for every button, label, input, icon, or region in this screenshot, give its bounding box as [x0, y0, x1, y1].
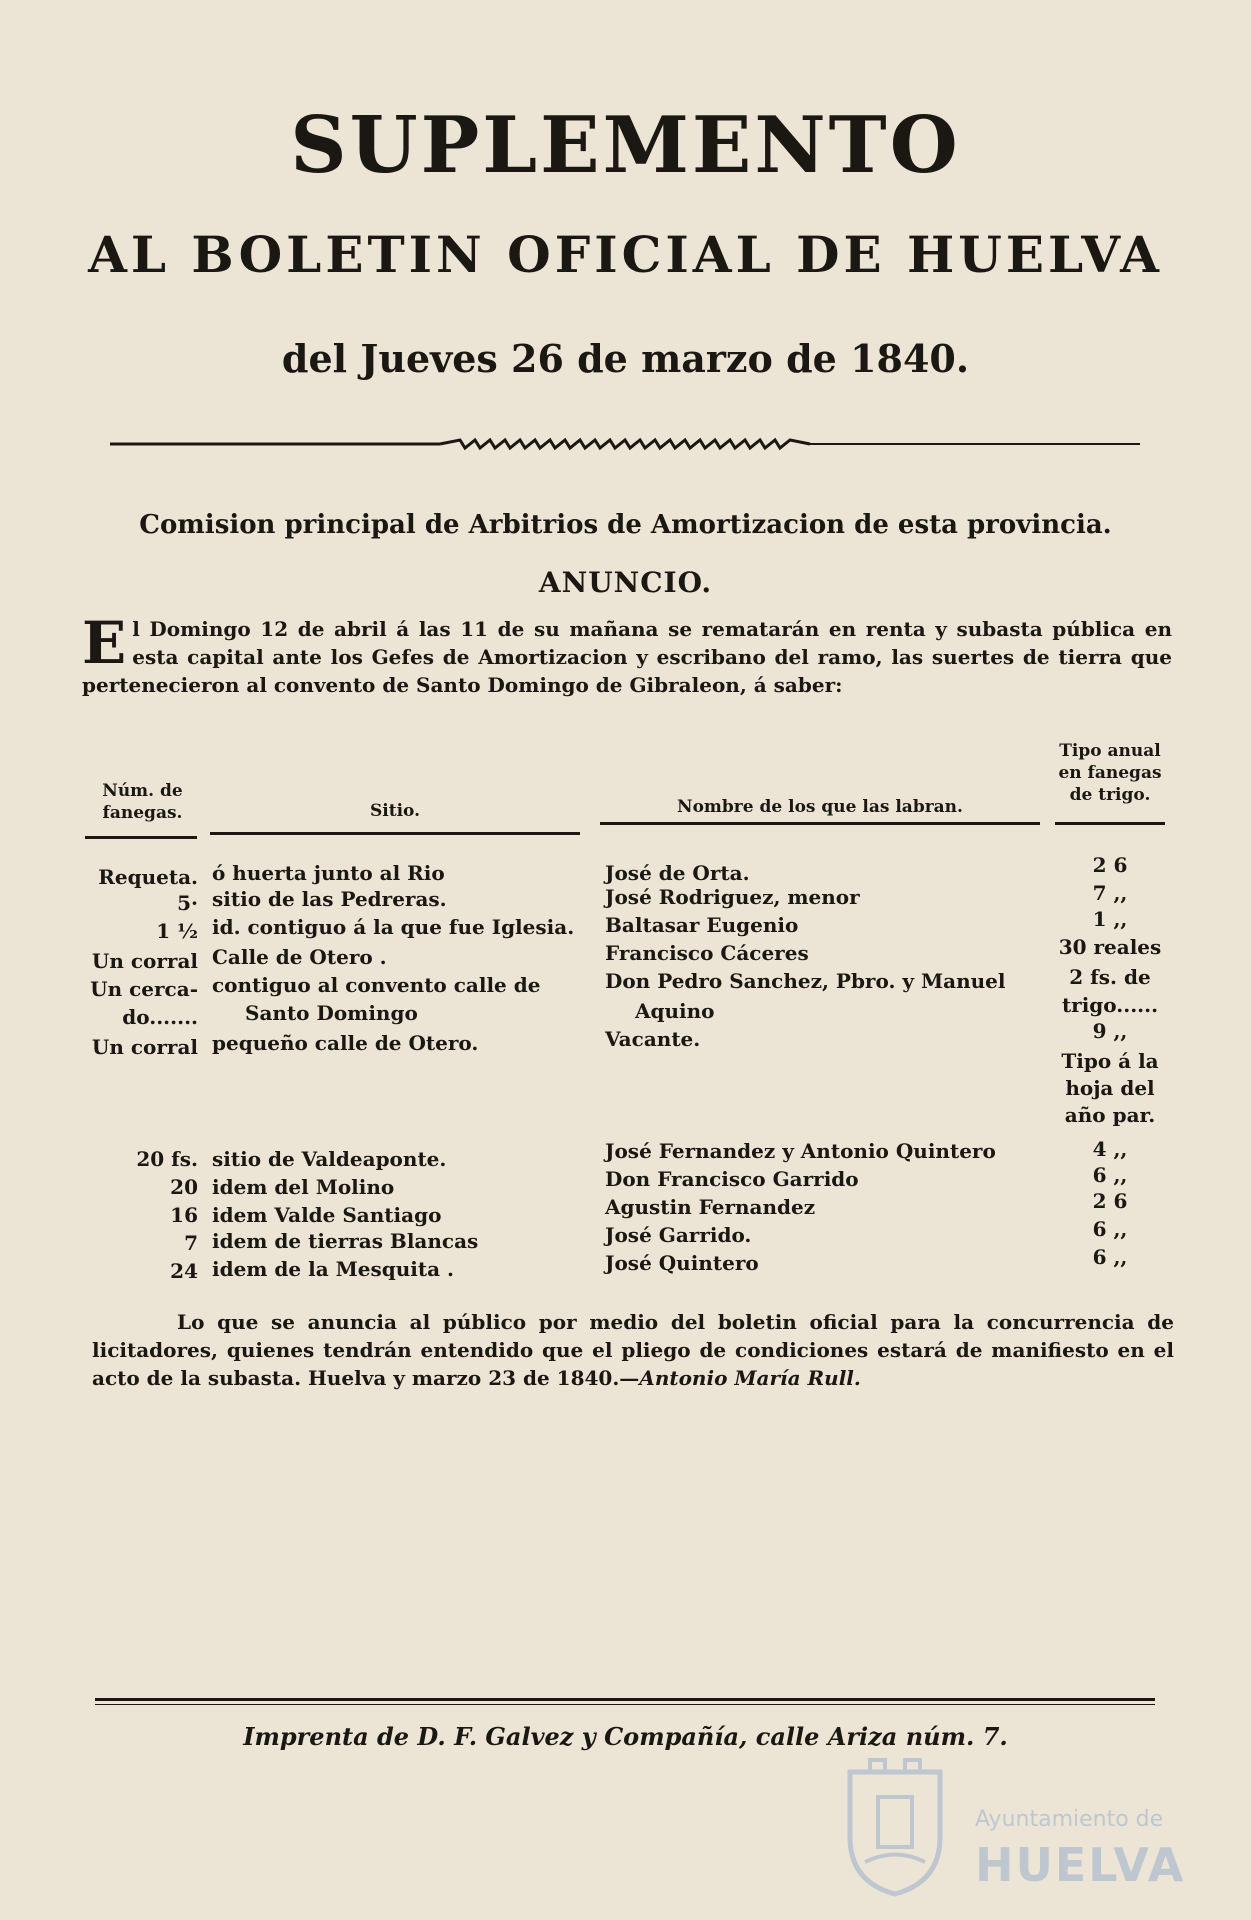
watermark	[840, 1752, 1186, 1902]
cell-fanegas: 1 ½	[156, 919, 198, 943]
cell-nombre: Don Pedro Sanchez, Pbro. y Manuel	[605, 969, 1006, 993]
cell-sitio: ó huerta junto al Rio	[212, 861, 445, 885]
document-subtitle: AL BOLETIN OFICIAL DE HUELVA	[88, 225, 1163, 284]
cell-fanegas: 20	[170, 1175, 198, 1199]
footer-rule	[95, 1698, 1155, 1701]
cell-sitio: sitio de las Pedreras.	[212, 887, 447, 911]
cell-nombre: Vacante.	[605, 1027, 701, 1051]
cell-nombre: José Fernandez y Antonio Quintero	[605, 1139, 996, 1163]
header-fanegas: Núm. de fanegas.	[102, 781, 183, 823]
cell-nombre: José Rodriguez, menor	[605, 885, 860, 909]
cell-nombre: Aquino	[635, 999, 715, 1023]
subheader-line-3: año par.	[1064, 1103, 1156, 1127]
cell-nombre: Baltasar Eugenio	[605, 913, 799, 937]
cell-tipo: 2 6	[1092, 1189, 1128, 1213]
cell-nombre: Don Francisco Garrido	[605, 1167, 859, 1191]
cell-tipo: 7 ,,	[1092, 881, 1128, 905]
cell-fanegas: 20 fs.	[136, 1147, 198, 1171]
cell-fanegas: 24	[170, 1259, 198, 1283]
cell-tipo: 30 reales	[1058, 935, 1162, 959]
cell-sitio: sitio de Valdeaponte.	[212, 1147, 447, 1171]
drop-cap: E	[82, 609, 127, 677]
announcement-title: ANUNCIO.	[538, 566, 713, 599]
document-title: SUPLEMENTO	[290, 100, 961, 191]
ornament-divider-icon	[110, 432, 1140, 456]
cell-sitio: idem de la Mesquita .	[212, 1257, 454, 1281]
cell-tipo: 6 ,,	[1092, 1163, 1128, 1187]
document-date: del Jueves 26 de marzo de 1840.	[281, 336, 970, 381]
header-rule-sitio	[210, 832, 580, 835]
cell-fanegas: Un cerca-	[90, 977, 198, 1001]
signature: Antonio María Rull.	[639, 1366, 861, 1390]
cell-tipo: 6 ,,	[1092, 1245, 1128, 1269]
cell-fanegas: 16	[170, 1203, 198, 1227]
cell-fanegas: Un corral	[91, 949, 198, 973]
header-rule-fanegas	[85, 836, 197, 839]
cell-fanegas: do.......	[122, 1005, 198, 1029]
watermark-line1: Ayuntamiento de	[975, 1807, 1164, 1832]
subheader-line-1: Tipo á la	[1061, 1049, 1159, 1073]
watermark-line2: HUELVA	[975, 1838, 1186, 1892]
cell-nombre: Agustin Fernandez	[605, 1195, 816, 1219]
intro-paragraph	[82, 609, 1172, 699]
cell-fanegas: 7	[184, 1231, 198, 1255]
cell-nombre: José Garrido.	[605, 1223, 752, 1247]
cell-tipo: 9 ,,	[1092, 1019, 1128, 1043]
cell-fanegas: Requeta.	[98, 865, 198, 889]
cell-nombre: José de Orta.	[605, 861, 750, 885]
cell-nombre: Francisco Cáceres	[605, 941, 809, 965]
cell-tipo: trigo......	[1061, 993, 1159, 1017]
cell-sitio: idem Valde Santiago	[212, 1203, 442, 1227]
commission-heading: Comision principal de Arbitrios de Amortizacion de esta provincia.	[139, 510, 1112, 540]
cell-sitio: id. contiguo á la que fue Iglesia.	[212, 915, 575, 939]
header-rule-nombre	[600, 822, 1040, 825]
cell-tipo: 6 ,,	[1092, 1217, 1128, 1241]
footer-rule-thin	[95, 1704, 1155, 1705]
cell-nombre: José Quintero	[605, 1251, 759, 1275]
cell-sitio: Santo Domingo	[245, 1001, 418, 1025]
cell-tipo: 4 ,,	[1092, 1137, 1128, 1161]
city-shield-icon	[840, 1752, 950, 1897]
cell-fanegas: 5·	[177, 891, 198, 915]
header-nombre: Nombre de los que las labran.	[677, 797, 963, 817]
closing-text: Lo que se anuncia al público por medio del boletin oficial para la concurrencia de licitadores, quienes tendrán entendido que el pliego de condiciones estará de manifiesto en el acto de la subasta. Huelva y marzo 23 de 1840.—	[92, 1310, 1174, 1390]
closing-paragraph	[92, 1308, 1174, 1392]
header-sitio: Sitio.	[369, 801, 420, 821]
header-rule-tipo	[1055, 822, 1165, 825]
cell-sitio: idem del Molino	[212, 1175, 395, 1199]
cell-sitio: pequeño calle de Otero.	[212, 1031, 479, 1055]
intro-text: l Domingo 12 de abril á las 11 de su mañana se rematarán en renta y subasta pública en esta capital ante los Gefes de Amortizacion y escribano del ramo, las suertes de tierra que pertenecieron al convento de Santo Domingo de Gibraleon, á saber:	[82, 617, 1172, 697]
cell-tipo: 2 6	[1092, 853, 1128, 877]
imprint-line: Imprenta de D. F. Galvez y Compañía, calle Ariza núm. 7.	[243, 1722, 1008, 1751]
cell-sitio: Calle de Otero .	[212, 945, 387, 969]
cell-sitio: idem de tierras Blancas	[212, 1229, 479, 1253]
cell-sitio: contiguo al convento calle de	[212, 973, 541, 997]
subheader-line-2: hoja del	[1065, 1076, 1155, 1100]
cell-tipo: 1 ,,	[1092, 907, 1128, 931]
cell-tipo: 2 fs. de	[1069, 965, 1151, 989]
header-tipo: Tipo anual en fanegas de trigo.	[1058, 741, 1162, 805]
cell-fanegas: Un corral	[91, 1035, 198, 1059]
